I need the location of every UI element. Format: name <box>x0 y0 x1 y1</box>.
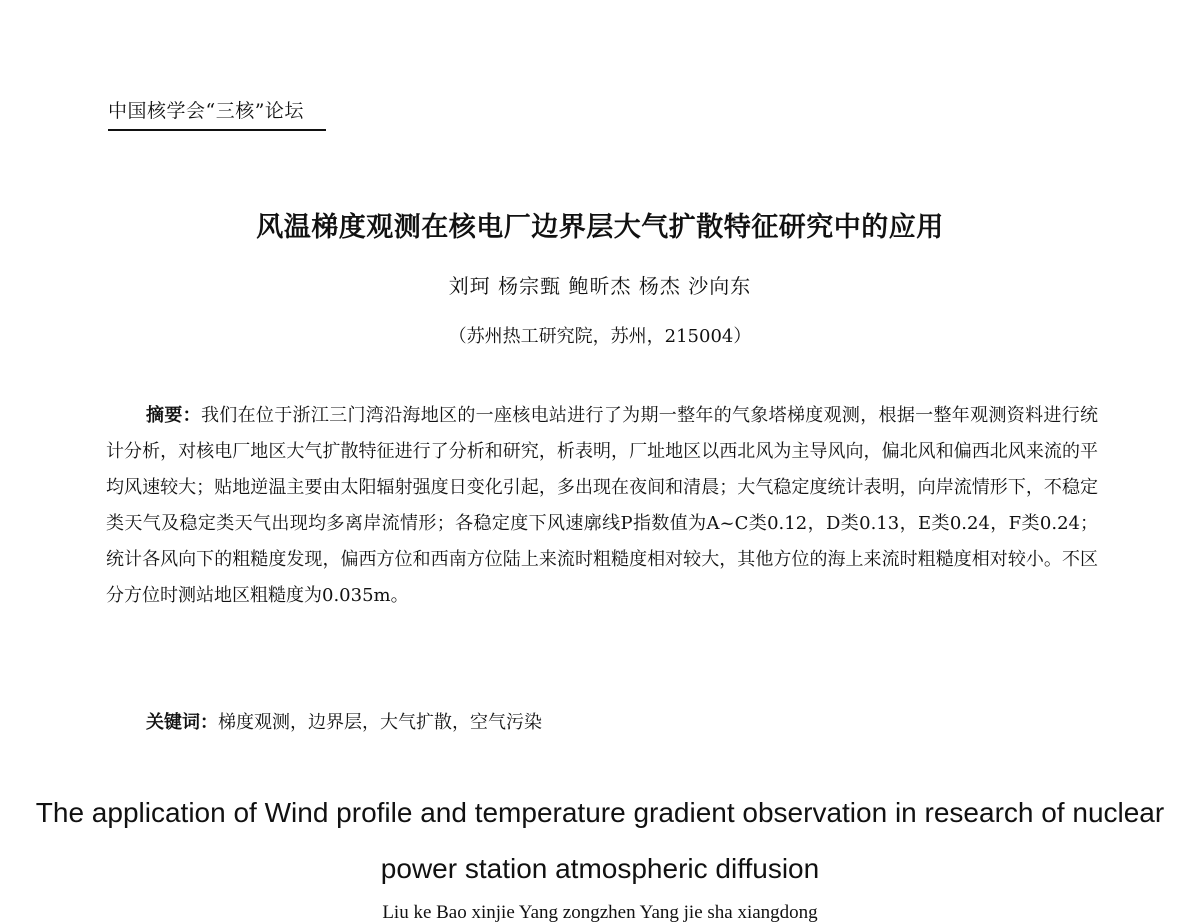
paper-title-english: The application of Wind profile and temperature gradient observation in research of nuclear power station atmospheric diffusion <box>35 797 1165 884</box>
keywords-line <box>146 708 542 734</box>
keywords-text: 梯度观测，边界层，大气扩散，空气污染 <box>218 712 542 733</box>
running-head-underline <box>108 129 326 131</box>
authors-english: Liu ke Bao xinjie Yang zongzhen Yang jie sha xiangdong <box>382 902 818 923</box>
authors-chinese: 刘珂 杨宗甄 鲍昕杰 杨杰 沙向东 <box>448 274 752 298</box>
paper-title-chinese: 风温梯度观测在核电厂边界层大气扩散特征研究中的应用 <box>256 212 944 243</box>
keywords-label: 关键词： <box>146 712 218 733</box>
affiliation-chinese: （苏州热工研究院，苏州，215004） <box>448 326 752 347</box>
abstract-label: 摘要： <box>146 405 201 426</box>
abstract-text: 我们在位于浙江三门湾沿海地区的一座核电站进行了为期一整年的气象塔梯度观测，根据一整年观测资料进行统计分析，对核电厂地区大气扩散特征进行了分析和研究，析表明，厂址地区以西北风为主导风向，偏北风和偏西北风来流的平均风速较大；贴地逆温主要由太阳辐射强度日变化引起，多出现在夜间和清晨；大气稳定度统计表明，向岸流情形下，不稳定类天气及稳定类天气出现均多离岸流情形；各稳定度下风速廓线P指数值为A~C类0.12，D类0.13，E类0.24，F类0.24；统计各风向下的粗糙度发现，偏西方位和西南方位陆上来流时粗糙度相对较大，其他方位的海上来流时粗糙度相对较小。不区分方位时测站地区粗糙度为0.035m。 <box>106 405 1099 606</box>
running-head: 中国核学会“三核”论坛 <box>108 100 304 122</box>
abstract-paragraph <box>106 398 1098 614</box>
